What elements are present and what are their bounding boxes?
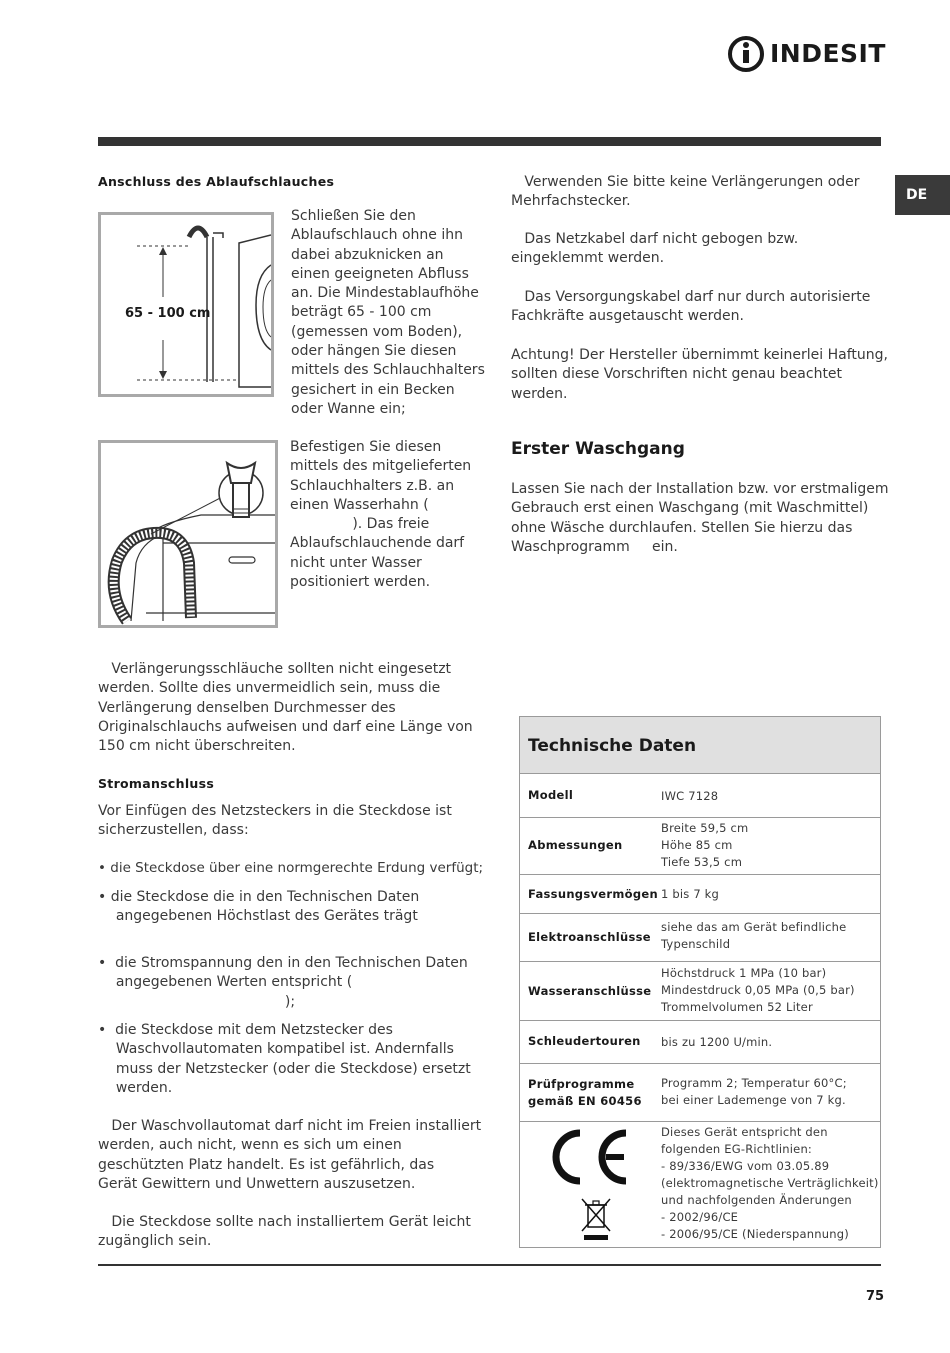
table-row (520, 875, 880, 914)
bottom-rule (98, 1264, 881, 1266)
row-key: Schleudertouren (528, 1034, 641, 1048)
power-heading: Stromanschluss (98, 776, 215, 791)
first-wash-heading: Erster Waschgang (511, 439, 685, 459)
brand-name: INDESIT (770, 39, 886, 68)
drain-text-1: Schließen Sie den Ablaufschlauch ohne ihn dabei abzuknicken an einen geeigneten Abfluss an. Die Mindestablaufhöhe beträgt 65 - 100 cm (gemessen vom Boden), oder hängen Sie diesen mittels des Schlauchhalters gesichert in ein Becken oder Wanne ein; (291, 208, 485, 417)
right-paragraph-4: Achtung! Der Hersteller übernimmt keinerlei Haftung, sollten diese Vorschriften nicht genau beachtet werden. (511, 347, 888, 402)
right-paragraph-2: Das Netzkabel darf nicht gebogen bzw. eingeklemmt werden. (511, 231, 799, 267)
tech-data-title: Technische Daten (528, 736, 697, 756)
drain-height-label: 65 - 100 cm (125, 306, 211, 321)
table-row (520, 1021, 880, 1064)
row-value: IWC 7128 (661, 789, 719, 803)
row-key: Abmessungen (528, 838, 623, 852)
right-paragraph-3: Das Versorgungskabel darf nur durch autorisierte Fachkräfte ausgetauscht werden. (511, 289, 871, 325)
tech-data-table (519, 716, 881, 1248)
hose-holder-figure (98, 440, 278, 628)
row-value: Höchstdruck 1 MPa (10 bar) Mindestdruck 0,05 MPa (0,5 bar) Trommelvolumen 52 Liter (661, 966, 855, 1014)
power-bullet-4: • die Steckdose mit dem Netzstecker des Waschvollautomaten kompatibel ist. Andernfalls muss der Netzstecker (oder die Steckdose) ersetzt werden. (98, 1022, 471, 1096)
page-number: 75 (866, 1289, 885, 1304)
first-wash-paragraph: Lassen Sie nach der Installation bzw. vor erstmaligem Gebrauch erst einen Waschgang (mit Waschmittel) ohne Wäsche durchlaufen. Stellen Sie hierzu das Waschprogramm ein. (511, 481, 889, 555)
row-value: Dieses Gerät entspricht den folgenden EG-Richtlinien: - 89/336/EWG vom 03.05.89 (elektromagnetische Verträglichkeit) und nachfolgenden Änderungen - 2002/96/CE - 2006/95/CE (Niederspannung) (661, 1125, 879, 1241)
drain-height-figure (98, 212, 274, 397)
language-tab-label: DE (906, 187, 928, 203)
language-tab (895, 175, 950, 215)
row-key: Fassungsvermögen (528, 887, 658, 901)
row-value: Breite 59,5 cm Höhe 85 cm Tiefe 53,5 cm (661, 821, 749, 869)
weee-bin-icon (579, 1197, 613, 1241)
table-row (520, 774, 880, 818)
top-rule (98, 137, 881, 146)
extension-paragraph: Verlängerungsschläuche sollten nicht eingesetzt werden. Sollte dies unvermeidlich sein, muss die Verlängerung denselben Durchmesser des Originalschlauchs aufweisen und darf eine Länge von 150 cm nicht überschreiten. (98, 661, 473, 755)
table-row (520, 818, 880, 875)
row-value: Programm 2; Temperatur 60°C; bei einer Lademenge von 7 kg. (661, 1076, 847, 1107)
tech-data-header (520, 717, 880, 774)
row-key: Prüfprogramme gemäß EN 60456 (528, 1077, 642, 1108)
row-key: Elektroanschlüsse (528, 930, 651, 944)
indesit-i-emblem (726, 34, 766, 74)
drain-text-2: Befestigen Sie diesen mittels des mitgelieferten Schlauchhalters z.B. an einen Wasserhahn ( ). Das freie Ablaufschlauchende darf nicht unter Wasser positioniert werden. (290, 439, 472, 591)
socket-paragraph: Die Steckdose sollte nach installiertem Gerät leicht zugänglich sein. (98, 1214, 471, 1250)
row-key: Wasseranschlüsse (528, 984, 652, 998)
row-value: bis zu 1200 U/min. (661, 1035, 773, 1049)
row-key: Modell (528, 788, 574, 802)
brand-logo (726, 34, 886, 74)
ce-mark-icon (542, 1127, 632, 1187)
power-bullet-2: • die Steckdose die in den Technischen Daten angegebenen Höchstlast des Gerätes trägt (98, 889, 420, 925)
row-value: siehe das am Gerät befindliche Typenschild (661, 920, 847, 951)
power-bullet-3: • die Stromspannung den in den Technischen Daten angegebenen Werten entspricht ( ); (98, 955, 468, 1010)
table-row (520, 1064, 880, 1122)
drain-heading: Anschluss des Ablaufschlauches (98, 174, 335, 189)
right-paragraph-1: Verwenden Sie bitte keine Verlängerungen oder Mehrfachstecker. (511, 174, 860, 210)
table-row (520, 962, 880, 1021)
power-bullet-1: • die Steckdose über eine normgerechte Erdung verfügt; (98, 860, 484, 876)
table-row (520, 1122, 880, 1247)
power-intro: Vor Einfügen des Netzsteckers in die Steckdose ist sicherzustellen, dass: (98, 803, 452, 839)
row-value: 1 bis 7 kg (661, 887, 720, 901)
table-row (520, 914, 880, 962)
outdoor-paragraph: Der Waschvollautomat darf nicht im Freien installiert werden, auch nicht, wenn es sich um einen geschützten Platz handelt. Es ist gefährlich, das Gerät Gewittern und Unwettern auszusetzen. (98, 1118, 482, 1192)
